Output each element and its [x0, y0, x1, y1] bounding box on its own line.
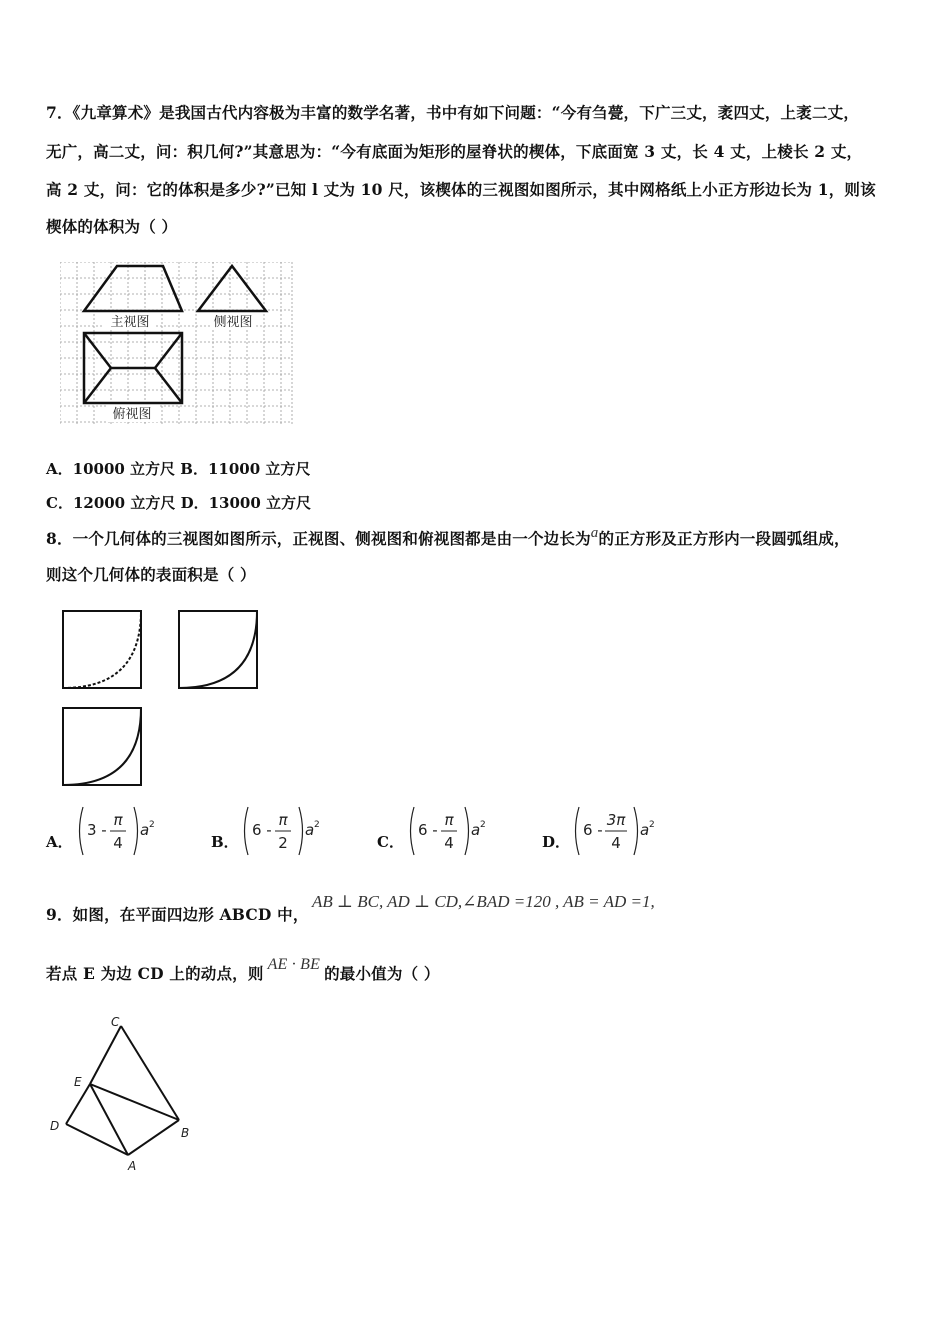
fraction-numerator: 3π [606, 811, 626, 829]
q7-line-1: 7．《九章算术》是我国古代内容极为丰富的数学名著，书中有如下问题：“今有刍甍，下广三丈，袤四丈，上袤二丈， [46, 103, 860, 122]
q9-line-2-start: 若点 E 为边 CD 上的动点，则 [46, 964, 264, 983]
side-square [179, 611, 257, 688]
vertex-label-c: C [111, 1015, 120, 1029]
exponent: 2 [649, 820, 655, 830]
side-arc [179, 611, 257, 688]
q7-line-2: 无广，高二丈，问：积几何?”其意思为：“今有底面为矩形的屋脊状的楔体，下底面宽 3 丈，长 4 丈，上棱长 2 丈， [46, 142, 863, 161]
q8-line-1-start: 8．一个几何体的三视图如图所示，正视图、侧视图和俯视图都是由一个边长为 [46, 529, 591, 548]
right-paren [134, 807, 138, 855]
front-square [63, 611, 141, 688]
q8-side-variable: a [590, 525, 599, 541]
fraction-denominator: 4 [444, 834, 454, 852]
q8-option-c [377, 805, 527, 857]
q7-line-4: 楔体的体积为（ ） [46, 217, 178, 236]
side-view-triangle [198, 266, 266, 311]
variable-a: a [305, 821, 315, 839]
q8-line-1 [46, 527, 850, 549]
q8-option-label: C． [377, 833, 404, 851]
front-view-label: 主视图 [110, 315, 150, 330]
q8-option-label: D． [542, 833, 571, 851]
fraction-denominator: 4 [113, 834, 123, 852]
q8-option-label: A． [46, 833, 73, 851]
fraction-denominator: 4 [611, 834, 621, 852]
variable-a: a [640, 821, 650, 839]
q7-three-view-figure [60, 262, 294, 428]
fraction-lead: 6 - [252, 821, 272, 839]
right-paren [299, 807, 303, 855]
side-view-label: 侧视图 [213, 315, 253, 330]
exponent: 2 [149, 820, 155, 830]
fraction-lead: 6 - [583, 821, 603, 839]
vertex-label-e: E [74, 1075, 82, 1089]
exponent: 2 [480, 820, 486, 830]
front-view-trapezoid [84, 266, 182, 311]
fraction-lead: 3 - [87, 821, 107, 839]
fraction-denominator: 2 [278, 834, 288, 852]
fraction-lead: 6 - [418, 821, 438, 839]
q9-conditions-math: AB ⊥ BC, AD ⊥ CD,∠BAD =120 , AB = AD =1, [312, 892, 655, 911]
q9-line-1: 9．如图，在平面四边形 ABCD 中， [46, 905, 309, 924]
q8-three-view-figure [60, 608, 270, 788]
vertex-label-a: A [128, 1159, 137, 1173]
q9-line-2-end: 的最小值为（ ） [324, 964, 440, 983]
front-dashed-arc [63, 611, 141, 688]
top-square [63, 708, 141, 785]
q9-quadrilateral-figure [44, 1012, 204, 1174]
q8-option-label: B． [211, 833, 239, 851]
q7-options-row-2: C．12000 立方尺 D．13000 立方尺 [46, 494, 311, 512]
q8-option-b [211, 805, 361, 857]
q7-options-row-1: A．10000 立方尺 B．11000 立方尺 [46, 460, 311, 478]
variable-a: a [471, 821, 481, 839]
right-paren [634, 807, 638, 855]
variable-a: a [140, 821, 150, 839]
left-paren [80, 807, 84, 855]
vertex-label-d: D [50, 1119, 60, 1133]
fraction-numerator: π [278, 811, 288, 829]
q8-option-a [46, 805, 196, 857]
q9-line-2 [46, 956, 440, 984]
top-view [84, 333, 182, 403]
q8-line-2: 则这个几何体的表面积是（ ） [46, 565, 256, 584]
right-paren [465, 807, 469, 855]
exponent: 2 [314, 820, 320, 830]
q9-dot-product: AE · BE [267, 956, 321, 973]
fraction-numerator: π [113, 811, 123, 829]
q7-line-3: 高 2 丈，问：它的体积是多少?”已知 l 丈为 10 尺，该楔体的三视图如图所示，其中网格纸上小正方形边长为 1，则该 [46, 180, 876, 199]
left-paren [411, 807, 415, 855]
left-paren [576, 807, 580, 855]
fraction-numerator: π [444, 811, 454, 829]
vertex-label-b: B [181, 1126, 190, 1140]
top-arc [63, 708, 141, 785]
left-paren [245, 807, 249, 855]
top-view-label: 俯视图 [112, 407, 152, 422]
q8-line-1-end: 的正方形及正方形内一段圆弧组成， [598, 529, 850, 548]
grid [60, 262, 292, 424]
q8-option-d [542, 805, 692, 857]
